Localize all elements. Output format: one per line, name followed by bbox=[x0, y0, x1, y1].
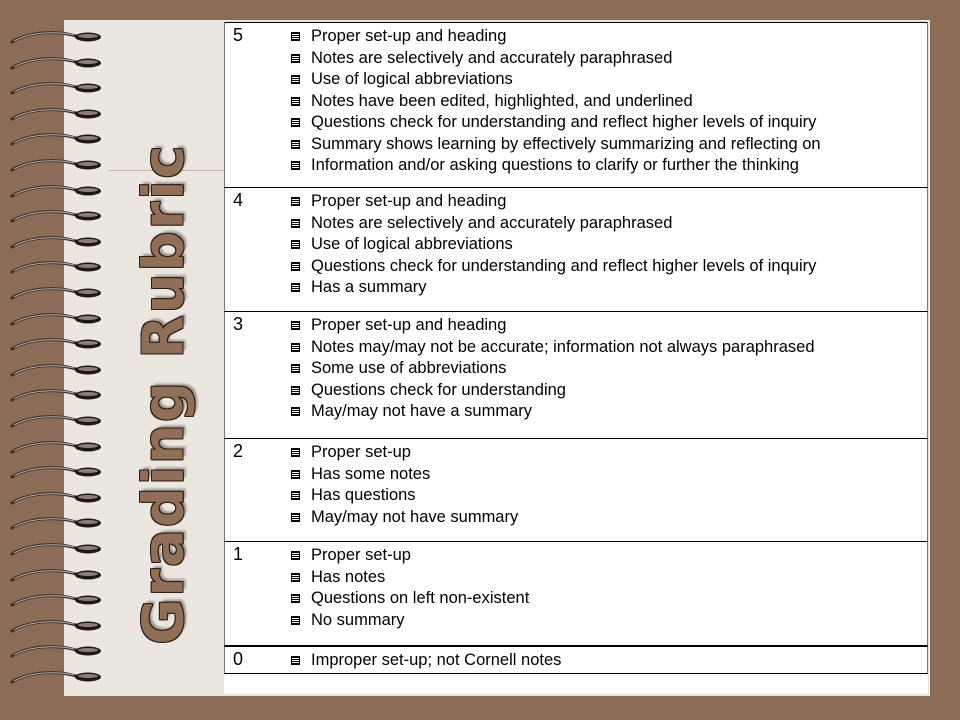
spiral-coil-icon bbox=[8, 591, 108, 611]
criteria-list bbox=[291, 650, 561, 672]
list-bullet-icon bbox=[291, 262, 300, 271]
rubric-score: 0 bbox=[233, 649, 244, 669]
criterion-text: No summary bbox=[311, 610, 405, 629]
rubric-row bbox=[224, 541, 928, 646]
criterion-text: Questions check for understanding bbox=[311, 380, 566, 399]
list-bullet-icon bbox=[291, 321, 300, 330]
criterion-text: Proper set-up and heading bbox=[311, 27, 507, 45]
spiral-coil-icon bbox=[8, 54, 108, 74]
criterion-text: Questions on left non-existent bbox=[311, 589, 530, 607]
criterion-text: Notes may/may not be accurate; information not always paraphrased bbox=[311, 337, 815, 356]
rubric-table bbox=[224, 22, 928, 694]
spiral-coil-icon bbox=[8, 310, 108, 330]
criterion-text: Has notes bbox=[311, 567, 386, 586]
criterion-text: Proper set-up and heading bbox=[311, 316, 507, 334]
criteria-list bbox=[291, 26, 821, 177]
spiral-coil-icon bbox=[8, 438, 108, 458]
criterion-text: Information and/or asking questions to clarify or further the thinking bbox=[311, 156, 799, 174]
rubric-score: 4 bbox=[233, 190, 244, 210]
criterion-text: Improper set-up; not Cornell notes bbox=[311, 651, 562, 669]
spiral-coil-icon bbox=[8, 540, 108, 560]
spiral-coil-icon bbox=[8, 233, 108, 253]
spiral-coil-icon bbox=[8, 258, 108, 278]
criterion-text: May/may not have summary bbox=[311, 507, 519, 526]
criterion-item bbox=[291, 485, 518, 507]
list-bullet-icon bbox=[291, 343, 300, 352]
criterion-text: Some use of abbreviations bbox=[311, 359, 507, 377]
criterion-item bbox=[291, 48, 821, 70]
list-bullet-icon bbox=[291, 573, 300, 582]
spiral-coil-icon bbox=[8, 284, 108, 304]
criterion-text: Summary shows learning by effectively summarizing and reflecting on bbox=[311, 134, 821, 153]
criterion-text: Questions check for understanding and reflect higher levels of inquiry bbox=[311, 256, 817, 275]
spiral-coil-icon bbox=[8, 514, 108, 534]
list-bullet-icon bbox=[291, 97, 300, 106]
spiral-coil-icon bbox=[8, 668, 108, 688]
criterion-text: Has questions bbox=[311, 486, 416, 504]
spiral-coil-icon bbox=[8, 642, 108, 662]
rubric-score: 5 bbox=[233, 25, 244, 45]
rubric-row bbox=[224, 187, 928, 312]
rubric-row bbox=[224, 646, 928, 674]
list-bullet-icon bbox=[291, 407, 300, 416]
list-bullet-icon bbox=[291, 616, 300, 625]
spiral-coil-icon bbox=[8, 386, 108, 406]
criterion-item bbox=[291, 380, 815, 402]
list-bullet-icon bbox=[291, 54, 300, 63]
criterion-item bbox=[291, 507, 518, 529]
criterion-item bbox=[291, 567, 529, 589]
rubric-score: 2 bbox=[233, 441, 244, 461]
spiral-coil-icon bbox=[8, 130, 108, 150]
list-bullet-icon bbox=[291, 240, 300, 249]
spiral-coil-icon bbox=[8, 79, 108, 99]
criterion-text: Use of logical abbreviations bbox=[311, 235, 513, 253]
criterion-text: Notes are selectively and accurately paraphrased bbox=[311, 213, 673, 232]
rubric-score: 1 bbox=[233, 544, 244, 564]
spiral-coil-icon bbox=[8, 28, 108, 48]
criterion-item bbox=[291, 358, 815, 380]
rubric-score: 3 bbox=[233, 314, 244, 334]
criterion-item bbox=[291, 442, 518, 464]
criterion-item bbox=[291, 213, 816, 235]
criterion-text: Has a summary bbox=[311, 278, 427, 296]
list-bullet-icon bbox=[291, 656, 300, 665]
spiral-coil-icon bbox=[8, 361, 108, 381]
rubric-row bbox=[224, 22, 928, 188]
criterion-text: Questions check for understanding and reflect higher levels of inquiry bbox=[311, 113, 817, 131]
page-title: Grading Rubric bbox=[131, 143, 197, 645]
criterion-text: May/may not have a summary bbox=[311, 402, 532, 420]
list-bullet-icon bbox=[291, 448, 300, 457]
criteria-list bbox=[291, 442, 518, 528]
criterion-item bbox=[291, 256, 816, 278]
criterion-item bbox=[291, 337, 815, 359]
list-bullet-icon bbox=[291, 140, 300, 149]
spiral-coil-icon bbox=[8, 617, 108, 637]
list-bullet-icon bbox=[291, 594, 300, 603]
spiral-coil-icon bbox=[8, 463, 108, 483]
list-bullet-icon bbox=[291, 364, 300, 373]
criterion-item bbox=[291, 134, 821, 156]
list-bullet-icon bbox=[291, 551, 300, 560]
criterion-item bbox=[291, 464, 518, 486]
criterion-item bbox=[291, 191, 816, 213]
criterion-item bbox=[291, 234, 816, 256]
list-bullet-icon bbox=[291, 32, 300, 41]
criterion-item bbox=[291, 112, 821, 134]
criterion-text: Proper set-up bbox=[311, 546, 411, 564]
rubric-row bbox=[224, 438, 928, 542]
spiral-coil-icon bbox=[8, 105, 108, 125]
spiral-coil-icon bbox=[8, 207, 108, 227]
criterion-item bbox=[291, 650, 561, 672]
list-bullet-icon bbox=[291, 161, 300, 170]
criterion-item bbox=[291, 545, 529, 567]
criterion-text: Notes have been edited, highlighted, and underlined bbox=[311, 91, 693, 110]
spiral-coil-icon bbox=[8, 489, 108, 509]
spiral-coil-icon bbox=[8, 412, 108, 432]
criterion-text: Proper set-up and heading bbox=[311, 192, 507, 210]
spiral-binding bbox=[8, 28, 108, 692]
list-bullet-icon bbox=[291, 75, 300, 84]
criterion-item bbox=[291, 277, 816, 299]
criterion-item bbox=[291, 69, 821, 91]
list-bullet-icon bbox=[291, 219, 300, 228]
criteria-list bbox=[291, 191, 816, 299]
list-bullet-icon bbox=[291, 118, 300, 127]
list-bullet-icon bbox=[291, 491, 300, 500]
criterion-text: Has some notes bbox=[311, 464, 431, 483]
list-bullet-icon bbox=[291, 197, 300, 206]
criterion-item bbox=[291, 401, 815, 423]
criteria-list bbox=[291, 545, 529, 631]
list-bullet-icon bbox=[291, 513, 300, 522]
criterion-text: Proper set-up bbox=[311, 443, 411, 461]
criterion-item bbox=[291, 26, 821, 48]
list-bullet-icon bbox=[291, 470, 300, 479]
spiral-coil-icon bbox=[8, 182, 108, 202]
spiral-coil-icon bbox=[8, 566, 108, 586]
criterion-item bbox=[291, 588, 529, 610]
criterion-item bbox=[291, 155, 821, 177]
list-bullet-icon bbox=[291, 283, 300, 292]
criterion-item bbox=[291, 610, 529, 632]
spiral-coil-icon bbox=[8, 335, 108, 355]
criterion-text: Use of logical abbreviations bbox=[311, 70, 513, 88]
spiral-coil-icon bbox=[8, 156, 108, 176]
criterion-text: Notes are selectively and accurately paraphrased bbox=[311, 48, 673, 67]
criterion-item bbox=[291, 315, 815, 337]
rubric-row bbox=[224, 311, 928, 439]
list-bullet-icon bbox=[291, 386, 300, 395]
criteria-list bbox=[291, 315, 815, 423]
criterion-item bbox=[291, 91, 821, 113]
